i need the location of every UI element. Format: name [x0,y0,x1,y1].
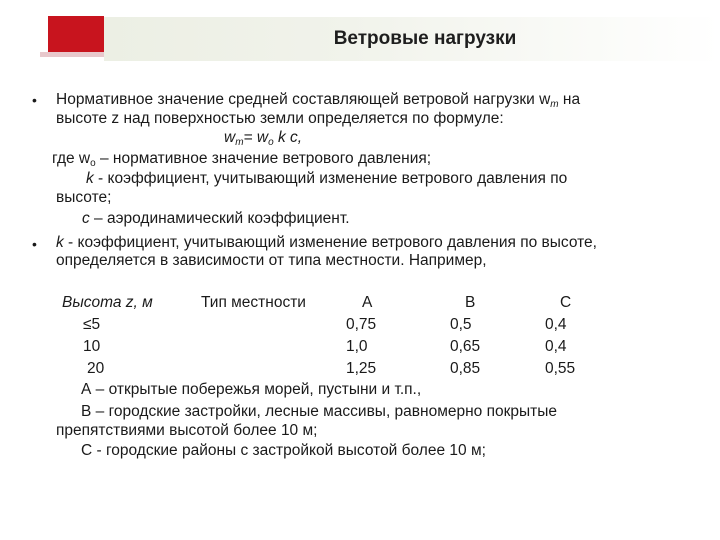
para1-line1-sub: m [550,99,559,110]
para1-line1-text: Нормативное значение средней составляющей ветровой нагрузки w [56,91,551,108]
note-a: А – открытые побережья морей, пустыни и т.п., [81,381,422,398]
note-b-line1: В – городские застройки, лесные массивы, равномерно покрытые [81,403,558,420]
bullet-2: • [32,236,37,252]
title-accent-red [48,16,104,53]
para1-line5-post: - коэффициент, учитывающий изменение ветрового давления по [93,170,568,187]
formula-w: w [224,129,236,146]
note-c: С - городские районы с застройкой высотой более 10 м; [81,442,486,459]
formula-rest: k c, [273,129,303,146]
para2-line2: определяется в зависимости от типа местности. Например, [56,252,487,269]
para1-line4-sub: o [90,158,96,169]
table-row-1-height: ≤5 [83,316,101,333]
para2-line1-text: - коэффициент, учитывающий изменение ветрового давления по высоте, [63,234,597,251]
table-row-1-c: 0,4 [545,316,567,333]
table-row-2-a: 1,0 [346,338,368,355]
table-row-3-a: 1,25 [346,360,377,377]
para1-line1-end: на [558,91,581,108]
table-header-terrain: Тип местности [201,294,306,311]
para1-line7-post: – аэродинамический коэффициент. [89,210,350,227]
para1-line4-post: – нормативное значение ветрового давления; [95,150,432,167]
formula-sub-m: m [235,137,244,148]
formula-eq: = w [243,129,269,146]
table-row-1-b: 0,5 [450,316,472,333]
para1-line7-c: c [82,210,90,227]
table-header-c: С [560,294,572,311]
table-row-2-b: 0,65 [450,338,481,355]
para1-line5-k: k [86,170,94,187]
para1-line1 [56,90,580,109]
para2-k: k [56,234,64,251]
bullet-1: • [32,92,37,108]
para1-line6: высоте; [56,189,112,206]
table-row-1-a: 0,75 [346,316,377,333]
note-b-line2: препятствиями высотой более 10 м; [56,422,318,439]
para2-line1 [56,233,597,252]
para1-line4-pre: где w [52,150,91,167]
para1-line5 [86,169,567,188]
slide-title: Ветровые нагрузки [333,28,517,49]
formula [224,128,302,147]
title-accent-pink [40,52,104,57]
table-row-3-b: 0,85 [450,360,481,377]
table-row-2-c: 0,4 [545,338,567,355]
para1-line4 [52,149,431,168]
table-header-height: Высота z, м [62,294,153,311]
formula-sub-o: o [268,137,274,148]
table-header-b: В [465,294,476,311]
table-row-3-height: 20 [87,360,105,377]
table-row-3-c: 0,55 [545,360,576,377]
table-row-2-height: 10 [83,338,101,355]
para1-line2: высоте z над поверхностью земли определяется по формуле: [56,110,504,127]
table-header-a: А [362,294,373,311]
para1-line7 [82,209,350,228]
